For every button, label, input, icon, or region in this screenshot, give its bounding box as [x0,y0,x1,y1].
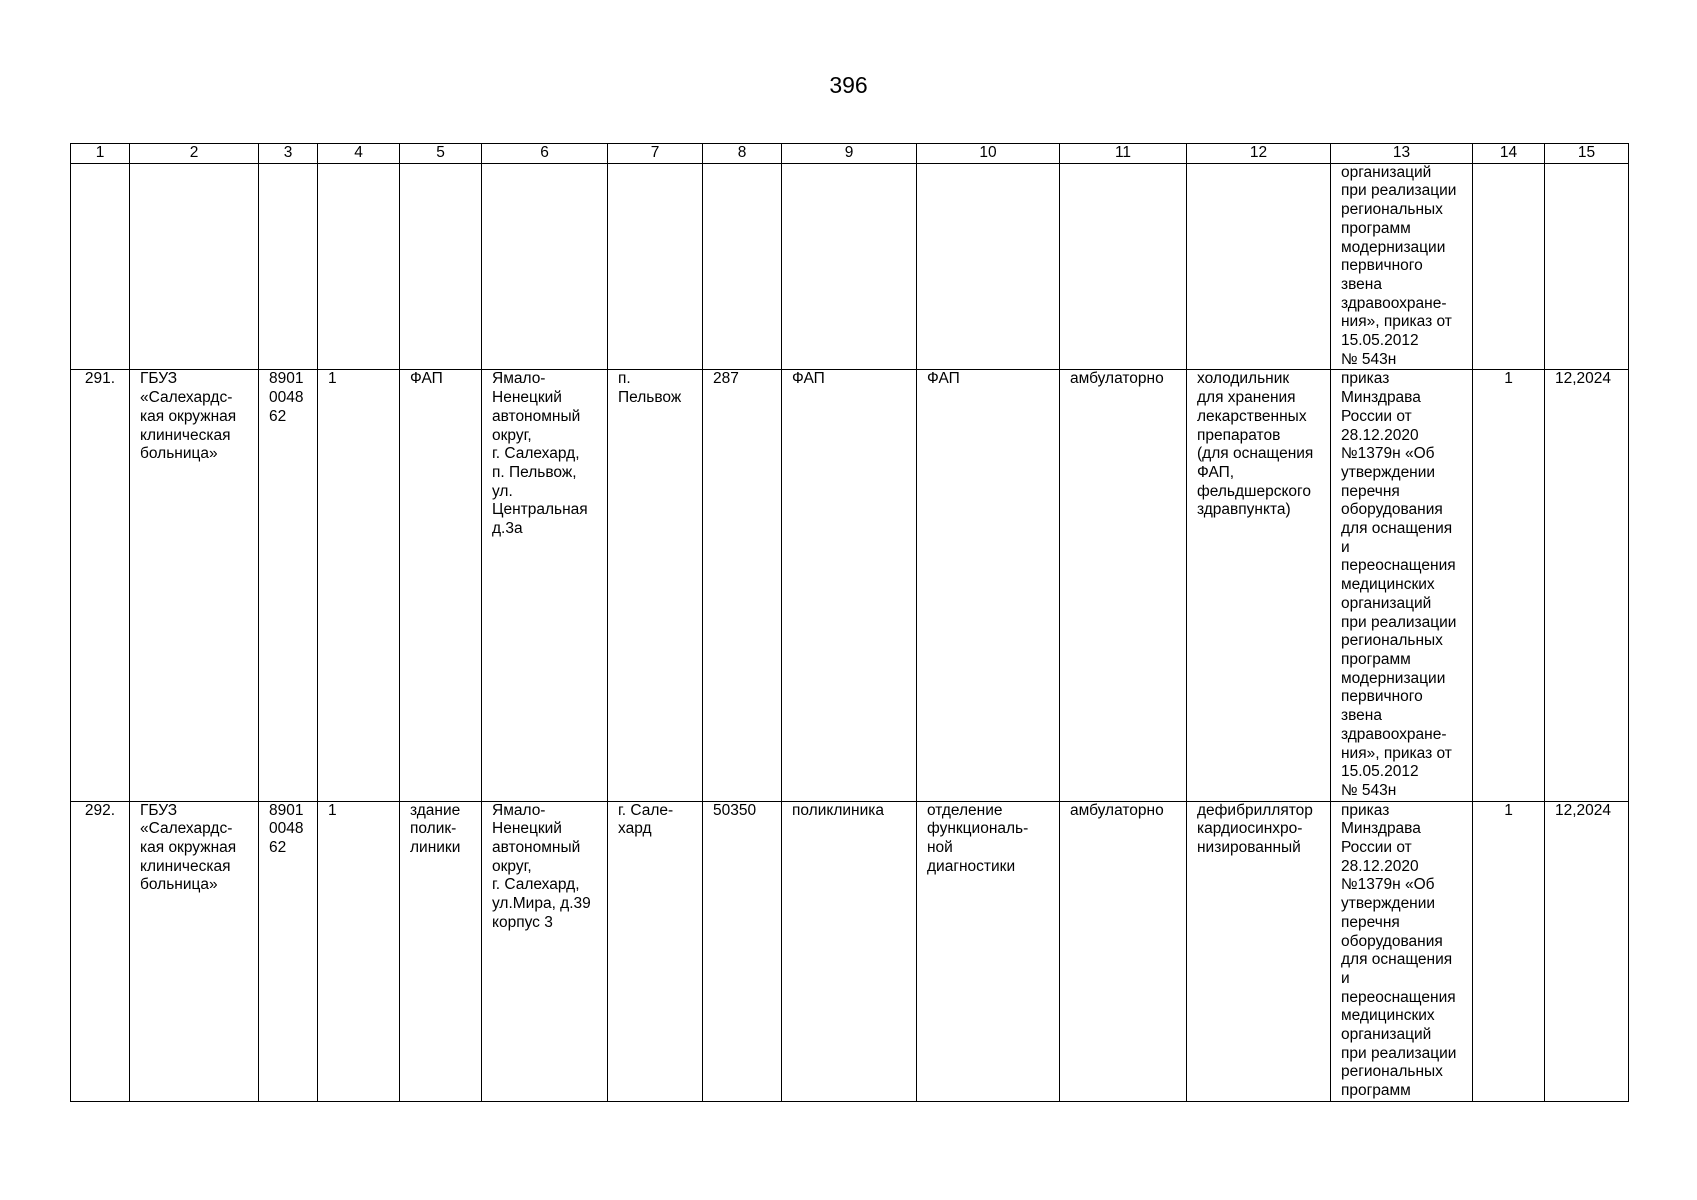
equipment-cell: холодильник для хранения лекарственных препаратов (для оснащения ФАП, фельдшерского здравпункта) [1187,370,1331,801]
column-header: 1 [71,144,130,164]
table-cell [482,163,608,370]
row-number: 291. [71,370,130,801]
table-cell: ФАП [917,370,1060,801]
organization-cell: ГБУЗ «Салехардс- кая окружная клиническая больница» [130,801,259,1101]
column-header: 15 [1545,144,1629,164]
table-row-292 [71,801,1629,1101]
table-cell: 1 [318,801,400,1101]
table-cell [1187,163,1331,370]
equipment-table [70,143,1629,1102]
address-cell: Ямало- Ненецкий автономный округ, г. Салехард, ул.Мира, д.39 корпус 3 [482,801,608,1101]
table-cell: г. Сале- хард [608,801,703,1101]
table-cell: п. Пельвож [608,370,703,801]
table-cell: поликлиника [782,801,917,1101]
table-cell: отделение функциональ- ной диагностики [917,801,1060,1101]
table-cell: здание полик- линики [400,801,482,1101]
table-cell [917,163,1060,370]
code-cell: 8901 0048 62 [259,801,318,1101]
table-cell [71,163,130,370]
table-row-continuation [71,163,1629,370]
equipment-cell: дефибриллятор кардиосинхро- низированный [1187,801,1331,1101]
row-number: 292. [71,801,130,1101]
quantity-cell: 1 [1473,370,1545,801]
basis-cell: приказ Минздрава России от 28.12.2020 №1379н «Об утверждении перечня оборудования для оснащения и переоснащения медицинских организаций при реализации региональных программ [1331,801,1473,1101]
column-header: 6 [482,144,608,164]
column-header: 11 [1060,144,1187,164]
table-cell [130,163,259,370]
table-cell: амбулаторно [1060,370,1187,801]
column-header: 8 [703,144,782,164]
date-cell: 12,2024 [1545,801,1629,1101]
basis-cell: приказ Минздрава России от 28.12.2020 №1379н «Об утверждении перечня оборудования для оснащения и переоснащения медицинских организаций при реализации региональных программ модернизации первичного звена здравоохране- ния», приказ от 15.05.2012 № 543н [1331,370,1473,801]
table-cell: ФАП [782,370,917,801]
table-cell [318,163,400,370]
page-number: 396 [829,72,868,98]
table-cell: организаций при реализации региональных программ модернизации первичного звена здравоохране- ния», приказ от 15.05.2012 № 543н [1331,163,1473,370]
quantity-cell: 1 [1473,801,1545,1101]
column-header: 13 [1331,144,1473,164]
column-header: 2 [130,144,259,164]
table-cell [1060,163,1187,370]
organization-cell: ГБУЗ «Салехардс- кая окружная клиническая больница» [130,370,259,801]
table-row-291 [71,370,1629,801]
table-cell [1545,163,1629,370]
code-cell: 8901 0048 62 [259,370,318,801]
table-cell: 287 [703,370,782,801]
table-cell [259,163,318,370]
table-cell: амбулаторно [1060,801,1187,1101]
column-header: 9 [782,144,917,164]
address-cell: Ямало- Ненецкий автономный округ, г. Салехард, п. Пельвож, ул. Центральная д.3а [482,370,608,801]
table-cell [782,163,917,370]
column-header: 3 [259,144,318,164]
column-header: 10 [917,144,1060,164]
column-number-row [71,144,1629,164]
column-header: 4 [318,144,400,164]
date-cell: 12,2024 [1545,370,1629,801]
column-header: 7 [608,144,703,164]
table-cell [400,163,482,370]
table-cell [608,163,703,370]
table-cell: 1 [318,370,400,801]
column-header: 14 [1473,144,1545,164]
table-cell: ФАП [400,370,482,801]
column-header: 12 [1187,144,1331,164]
table-cell: 50350 [703,801,782,1101]
table-cell [703,163,782,370]
table-cell [1473,163,1545,370]
column-header: 5 [400,144,482,164]
